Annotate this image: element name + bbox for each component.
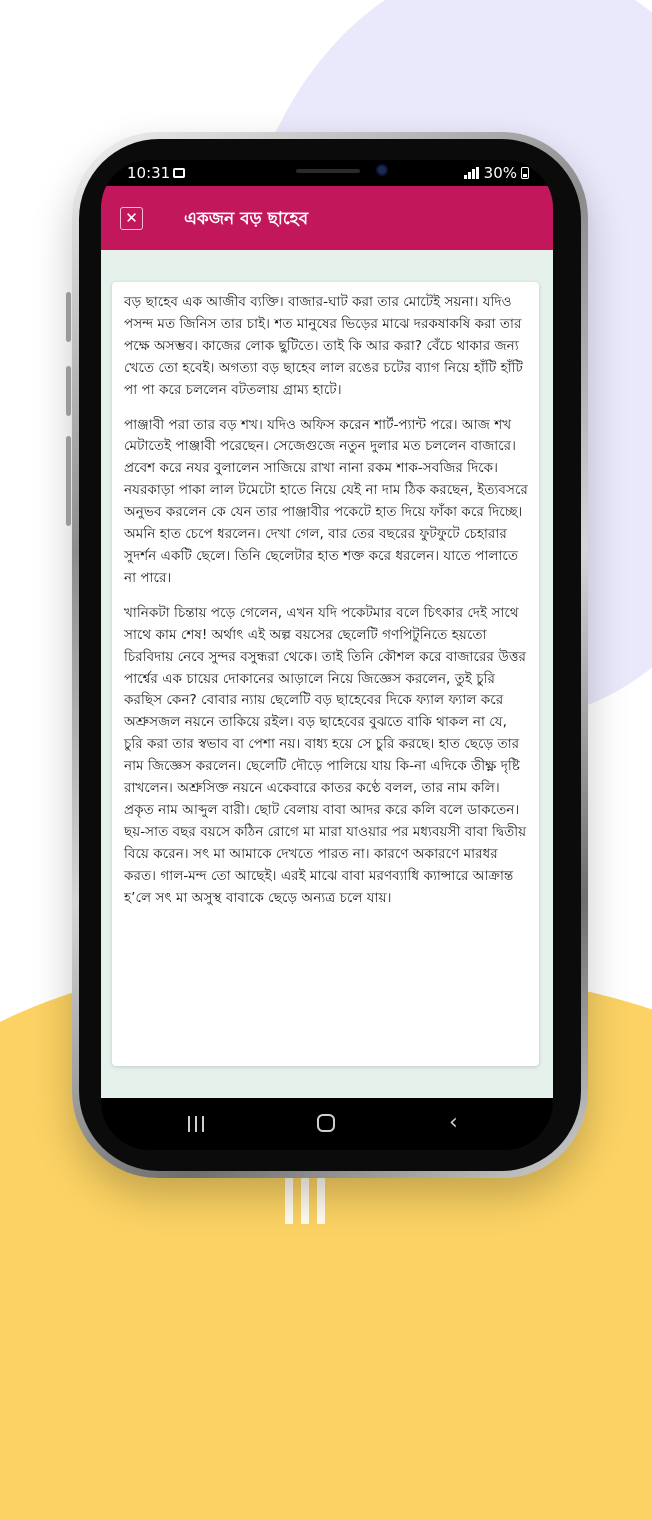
content-area[interactable] — [101, 250, 553, 1098]
volume-button — [66, 366, 71, 416]
front-camera-icon — [378, 166, 386, 174]
battery-percent: 30% — [483, 164, 517, 182]
status-time: 10:31 — [127, 164, 171, 182]
story-paragraph: খানিকটা চিন্তায় পড়ে গেলেন, এখন যদি পকেটমার বলে চিৎকার দেই সাথে সাথে কাম শেষ! অর্থাৎ এই অল্প বয়সের ছেলেটি গণপিটুনিতে হয়তো চিরবিদায় নেবে সুন্দর বসুন্ধরা থেকে। তাই তিনি কৌশল করে বাজারের উত্তর পার্শ্বের এক চায়ের দোকানের আড়ালে নিয়ে জিজ্ঞেস করলেন, তুই চুরি করছিস কেন? বোবার ন্যায় ছেলেটি বড় ছাহেবের দিকে ফ্যাল ফ্যাল করে অশ্রুসজল নয়নে তাকিয়ে রইল। বড় ছাহেবের বুঝতে বাকি থাকল না যে, চুরি করা তার স্বভাব বা পেশা নয়। বাধ্য হয়ে সে চুরি করছে। হাত ছেড়ে তার নাম জিজ্ঞেস করলেন। ছেলেটি দৌড়ে পালিয়ে যায় কি-না এদিকে তীক্ষ্ণ দৃষ্টি রাখলেন। অশ্রুসিক্ত নয়নে একেবারে কাতর কণ্ঠে বলল, তার নাম কলি। প্রকৃত নাম আব্দুল বারী। ছোট বেলায় বাবা আদর করে কলি বলে ডাকতেন। ছয়-সাত বছর বয়সে কঠিন রোগে মা মারা যাওয়ার পর মধ্যবয়সী বাবা দ্বিতীয় বিয়ে করেন। সৎ মা আমাকে দেখতে পারত না। কারণে অকারণে মারধর করত। গাল-মন্দ তো আছেই। এরই মাঝে বাবা মরণব্যাধি ক্যান্সারে আক্রান্ত হ’লে সৎ মা অসুস্থ বাবাকে ছেড়ে অন্যত্র চলে যায়। — [124, 604, 527, 906]
speaker-grille — [296, 169, 360, 173]
battery-icon — [521, 167, 529, 179]
back-button[interactable] — [449, 1112, 458, 1134]
story-card — [112, 282, 539, 1066]
story-paragraph: বড় ছাহেব এক আজীব ব্যক্তি। বাজার-ঘাট করা তার মোটেই সয়না। যদিও পসন্দ মত জিনিস তার চাই। শত মানুষের ভিড়ের মাঝে দরকষাকষি করা তার পক্ষে অসম্ভব। কাজের লোক ছুটিতে। তাই কি আর করা? বেঁচে থাকার জন্য খেতে তো হবেই। অগত্যা বড় ছাহেব লাল রঙের চটের ব্যাগ নিয়ে হাঁটি হাঁটি পা পা করে চললেন বটতলায় গ্রাম্য হাটে। — [124, 294, 523, 398]
app-bar — [101, 186, 553, 250]
navigation-bar — [101, 1098, 553, 1150]
recent-apps-button[interactable] — [188, 1116, 204, 1132]
side-button — [66, 436, 71, 526]
recent-apps-icon — [188, 1116, 190, 1132]
recent-apps-icon — [195, 1116, 197, 1132]
phone-screen — [101, 160, 553, 1150]
back-icon: ‹ — [449, 1110, 458, 1135]
status-indicators — [464, 164, 529, 182]
home-button[interactable] — [317, 1114, 335, 1132]
recent-apps-icon — [202, 1116, 204, 1132]
volume-button — [66, 292, 71, 342]
close-button[interactable] — [120, 207, 143, 230]
story-text — [112, 282, 539, 909]
status-bar — [101, 160, 553, 186]
signal-icon — [464, 167, 480, 179]
gallery-notification-icon — [173, 168, 185, 178]
page-title: একজন বড় ছাহেব — [184, 209, 309, 229]
story-paragraph: পাঞ্জাবী পরা তার বড় শখ। যদিও অফিস করেন শার্ট-প্যান্ট পরে। আজ শখ মেটাতেই পাঞ্জাবী পরেছেন। সেজেগুজে নতুন দুলার মত চললেন বাজারে। প্রবেশ করে নযর বুলালেন সাজিয়ে রাখা নানা রকম শাক-সবজির দিকে। নযরকাড়া পাকা লাল টমেটো হাতে নিয়ে যেই না দাম ঠিক করছেন, ইত্যবসরে অনুভব করলেন কে যেন তার পাঞ্জাবীর পকেটে হাত দিয়ে ফাঁকা করে দিচ্ছে। অমনি হাত চেপে ধরলেন। দেখা গেল, বার তের বছরের ফুটফুটে চেহারার সুদর্শন একটি ছেলে। তিনি ছেলেটার হাত শক্ত করে ধরলেন। যাতে পালাতে না পারে। — [124, 416, 528, 586]
close-icon: ✕ — [125, 209, 138, 227]
